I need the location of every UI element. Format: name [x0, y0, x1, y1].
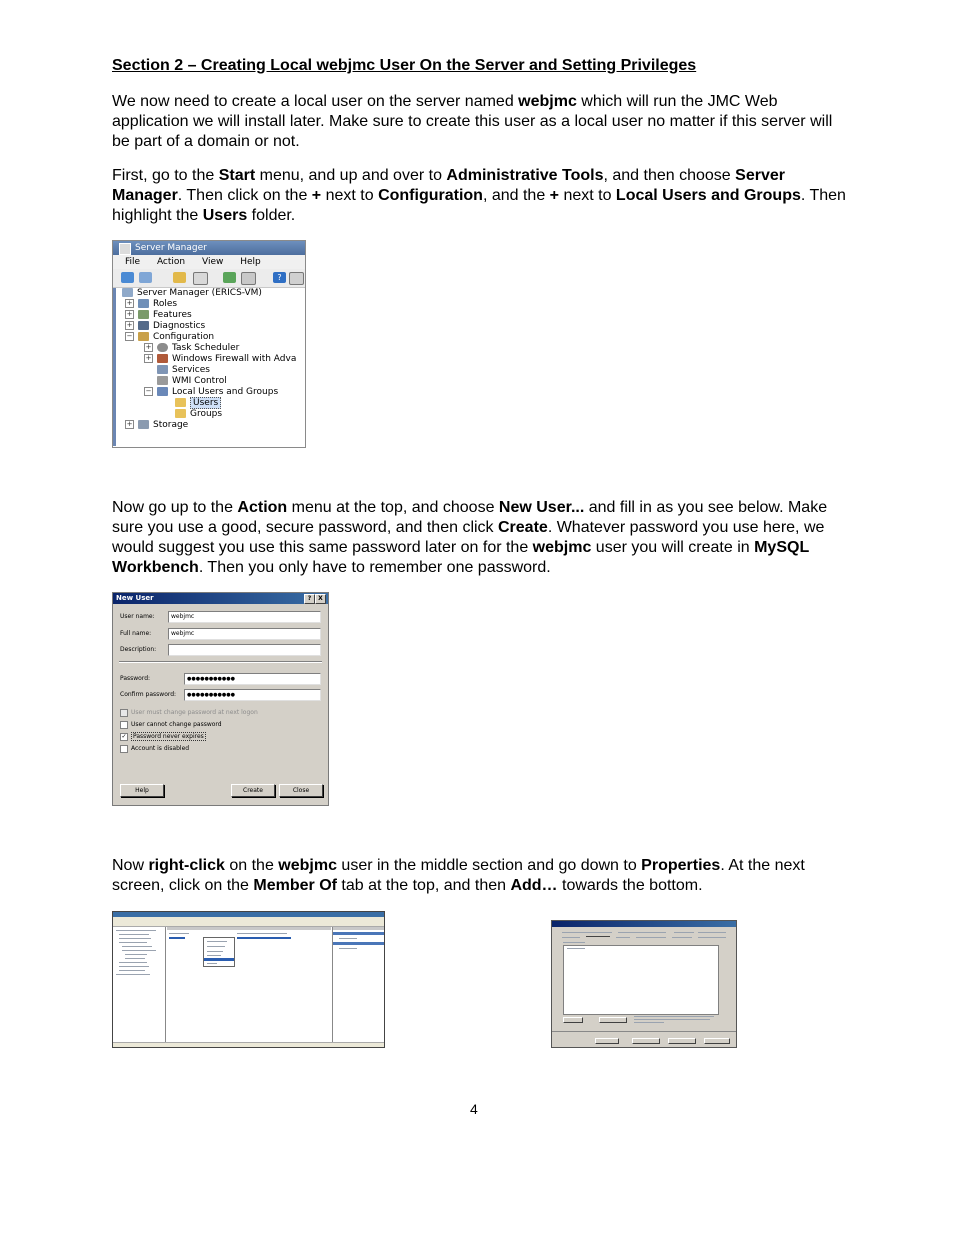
tree-label: Task Scheduler — [172, 343, 240, 353]
bold-run: webjmc — [518, 93, 577, 110]
description-field[interactable] — [168, 644, 321, 656]
configuration-icon — [138, 332, 149, 341]
tree-item-configuration[interactable] — [125, 332, 214, 343]
tree-label: WMI Control — [172, 376, 227, 386]
help-button[interactable] — [704, 1038, 730, 1044]
tree-item-firewall[interactable] — [144, 354, 296, 365]
tree-item-features[interactable] — [125, 310, 192, 321]
bold-run: Create — [498, 519, 548, 536]
help-icon[interactable]: ? — [304, 594, 315, 604]
bold-run: Server Manager — [112, 167, 785, 204]
expand-icon[interactable]: + — [145, 343, 152, 351]
bold-run: Start — [218, 167, 256, 184]
tree-item-services[interactable] — [157, 365, 210, 376]
tree-label: Local Users and Groups — [172, 387, 279, 397]
folder-icon — [175, 409, 186, 418]
checkbox-label: Account is disabled — [131, 745, 190, 752]
tree-item-diagnostics[interactable] — [125, 321, 205, 332]
help-icon[interactable]: ? — [273, 272, 286, 283]
bold-run: + — [549, 187, 559, 204]
section-heading: Section 2 – Creating Local webjmc User On the Server and Setting Privileges — [112, 57, 697, 74]
clock-icon — [157, 343, 168, 352]
menu-action[interactable]: Action — [156, 257, 186, 267]
remove-button[interactable] — [599, 1017, 627, 1023]
create-button[interactable]: Create — [231, 784, 275, 797]
context-menu — [203, 937, 235, 967]
tree-item-storage[interactable] — [125, 420, 188, 431]
checkbox-label: User cannot change password — [131, 721, 222, 728]
expand-icon[interactable]: + — [126, 310, 133, 318]
help-button[interactable]: Help — [120, 784, 164, 797]
menu-view[interactable]: View — [202, 257, 224, 267]
tree-label: Services — [172, 365, 210, 375]
collapse-icon[interactable]: − — [126, 332, 133, 340]
window-title: Server Manager — [135, 243, 207, 253]
tree-label: Groups — [190, 409, 223, 419]
user-list-pane — [167, 927, 331, 1043]
refresh-icon[interactable] — [223, 272, 236, 283]
paragraph-new-user — [112, 498, 847, 578]
diagnostics-icon — [138, 321, 149, 330]
bold-run: Local Users and Groups — [615, 187, 801, 204]
text-run: . Then highlight the — [112, 187, 846, 224]
text-run: . Then you only have to remember one password. — [198, 559, 551, 576]
bold-run: New User... — [498, 499, 585, 516]
text-run: towards the bottom. — [557, 877, 703, 894]
text-run: First, go to the — [112, 167, 219, 184]
properties-menu-item[interactable] — [204, 958, 234, 961]
page-number: 4 — [470, 1101, 478, 1117]
confirm-password-field[interactable]: ●●●●●●●●●●● — [184, 689, 321, 701]
tree-label: Windows Firewall with Adva — [172, 354, 297, 364]
menu-help[interactable]: Help — [240, 257, 261, 267]
bold-run: Member Of — [253, 877, 337, 894]
bold-run: webjmc — [532, 539, 592, 556]
console-tree-pane — [113, 927, 166, 1043]
text-run: We now need to create a local user on the server named — [112, 93, 519, 110]
tab-member-of[interactable] — [586, 936, 610, 937]
text-run: . Then click on the — [177, 187, 312, 204]
paragraph-server-manager — [112, 166, 847, 226]
server-manager-screenshot — [112, 240, 306, 448]
expand-icon[interactable]: + — [145, 354, 152, 362]
text-run: folder. — [247, 207, 296, 224]
checkbox-label: Password never expires — [133, 733, 204, 740]
bold-run: Properties — [641, 857, 721, 874]
text-run: . Whatever password you use here, we would suggest you use this same password later on for the — [112, 519, 825, 556]
firewall-icon — [157, 354, 168, 363]
server-manager-toolbar — [113, 269, 305, 288]
bold-run: MySQL Workbench — [112, 539, 809, 576]
window-icon — [119, 243, 131, 255]
tree-label: Users — [190, 397, 221, 409]
tree-label: Configuration — [153, 332, 215, 342]
member-of-label — [563, 942, 585, 943]
description-label: Description: — [120, 646, 157, 653]
checkmark-icon[interactable]: ✓ — [121, 732, 127, 740]
collapse-icon[interactable]: − — [145, 387, 152, 395]
checkbox-icon — [120, 709, 128, 717]
bold-run: Action — [237, 499, 288, 516]
text-run: , and then choose — [603, 167, 736, 184]
services-icon — [157, 365, 168, 374]
bold-run: right-click — [148, 857, 225, 874]
full-name-label: Full name: — [120, 630, 152, 637]
text-run: next to — [321, 187, 379, 204]
server-manager-menubar — [113, 255, 305, 269]
text-run: and fill in as you see below. Make sure you use a good, secure password, and then click — [112, 499, 828, 536]
menu-file[interactable]: File — [125, 257, 141, 267]
confirm-password-label: Confirm password: — [120, 691, 177, 698]
forward-icon[interactable] — [139, 272, 152, 283]
tree-item-server-manager[interactable] — [122, 288, 262, 299]
text-run: Now go up to the — [112, 499, 238, 516]
new-user-titlebar — [113, 593, 328, 604]
expand-icon[interactable]: + — [126, 321, 133, 329]
bold-run: Configuration — [378, 187, 483, 204]
cancel-button[interactable] — [632, 1038, 660, 1044]
tree-item-roles[interactable] — [125, 299, 177, 310]
storage-icon — [138, 420, 149, 429]
bold-run: webjmc — [278, 857, 337, 874]
must-change-password-checkbox — [120, 708, 258, 718]
tree-label: Server Manager (ERICS-VM) — [137, 288, 262, 298]
close-button[interactable]: Close — [279, 784, 323, 797]
tree-item-groups[interactable] — [175, 409, 222, 420]
tree-label: Storage — [153, 420, 189, 430]
account-disabled-checkbox[interactable] — [120, 744, 189, 754]
user-name-label: User name: — [120, 613, 155, 620]
folder-icon — [175, 398, 186, 407]
password-field[interactable]: ●●●●●●●●●●● — [184, 673, 321, 685]
server-manager-titlebar — [113, 241, 305, 255]
apply-button[interactable] — [668, 1038, 696, 1044]
tree-item-wmi-control[interactable] — [157, 376, 227, 387]
text-run: tab at the top, and then — [336, 877, 511, 894]
actions-pane — [332, 927, 385, 1043]
full-name-field[interactable]: webjmc — [168, 628, 321, 640]
users-groups-icon — [157, 387, 168, 396]
add-button[interactable] — [563, 1017, 583, 1023]
features-icon — [138, 310, 149, 319]
checkbox-icon[interactable] — [120, 745, 128, 753]
bold-run: Add… — [510, 877, 558, 894]
server-icon — [122, 288, 133, 297]
wmi-icon — [157, 376, 168, 385]
tree-label: Roles — [153, 299, 178, 309]
password-label: Password: — [120, 675, 151, 682]
checkbox-icon[interactable] — [120, 721, 128, 729]
text-run: user you will create in — [591, 539, 755, 556]
expand-icon[interactable]: + — [126, 299, 133, 307]
tree-label: Diagnostics — [153, 321, 206, 331]
text-run: which will run the JMC Web application we will install later. Make sure to create this user as a local user no matter if this server will be part of a domain or not. — [112, 93, 833, 150]
up-folder-icon[interactable] — [173, 272, 186, 283]
tree-item-task-scheduler[interactable] — [144, 343, 239, 354]
text-run: next to — [559, 187, 616, 204]
status-bar — [113, 1042, 384, 1047]
computer-management-screenshot — [112, 911, 385, 1048]
cannot-change-password-checkbox[interactable] — [120, 720, 222, 730]
text-run: user in the middle section and go down to — [336, 857, 642, 874]
member-of-list[interactable] — [563, 945, 719, 1015]
separator — [119, 661, 322, 663]
text-run: on the — [224, 857, 279, 874]
password-never-expires-checkbox[interactable] — [120, 732, 206, 742]
paragraph-properties — [112, 856, 847, 896]
checkbox-label: User must change password at next logon — [131, 709, 258, 716]
text-run: menu, and up and over to — [255, 167, 447, 184]
user-name-field[interactable]: webjmc — [168, 611, 321, 623]
roles-icon — [138, 299, 149, 308]
dialog-title: New User — [116, 594, 154, 602]
ok-button[interactable] — [595, 1038, 619, 1044]
back-icon[interactable] — [121, 272, 134, 283]
show-hide-tree-icon[interactable] — [193, 272, 208, 285]
bold-run: Users — [202, 207, 248, 224]
titlebar — [552, 921, 736, 927]
tree-item-users[interactable] — [175, 398, 221, 409]
expand-icon[interactable]: + — [126, 420, 133, 428]
text-run: menu at the top, and choose — [287, 499, 499, 516]
server-manager-tree — [113, 288, 305, 446]
properties-tabs — [558, 930, 730, 940]
paragraph-intro — [112, 92, 847, 152]
close-icon[interactable]: X — [315, 594, 326, 604]
webjmc-properties-screenshot — [551, 920, 737, 1048]
new-user-dialog — [112, 592, 329, 806]
bold-run: + — [311, 187, 322, 204]
text-run: Now — [112, 857, 149, 874]
tree-label: Features — [153, 310, 192, 320]
text-run: . At the next screen, click on the — [112, 857, 805, 894]
bold-run: Administrative Tools — [446, 167, 604, 184]
text-run: , and the — [482, 187, 550, 204]
export-icon[interactable] — [241, 272, 256, 285]
properties-icon[interactable] — [289, 272, 304, 285]
